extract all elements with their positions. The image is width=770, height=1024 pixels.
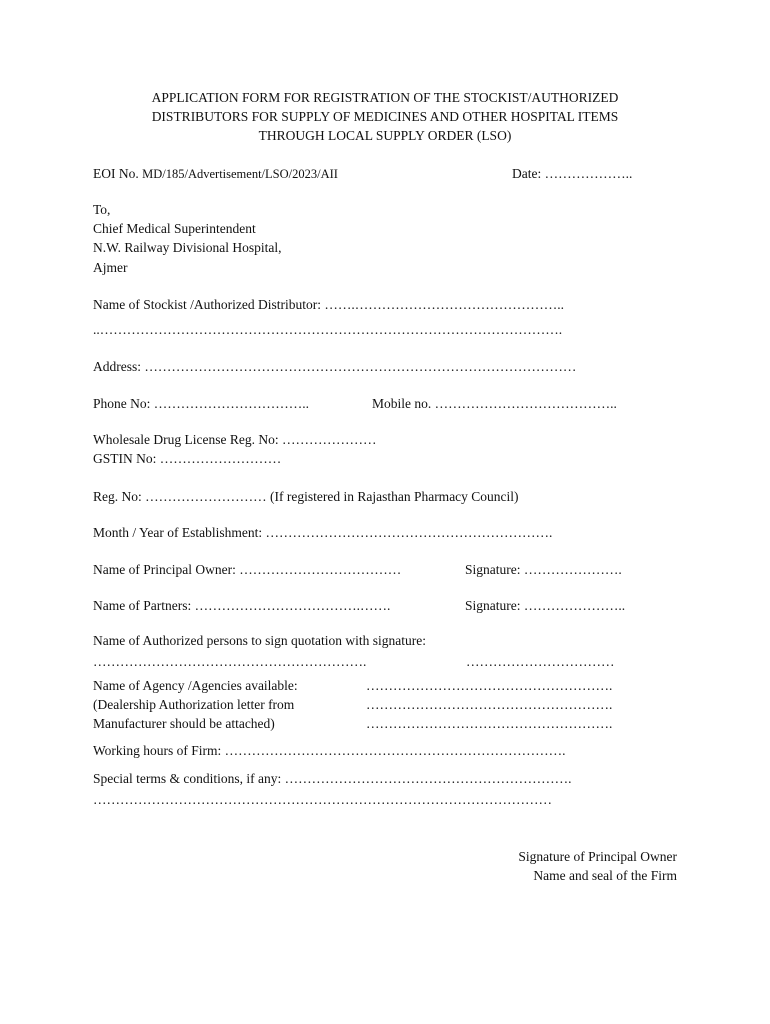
agency-line-1: ………………………………………………. bbox=[366, 678, 613, 693]
recipient-city: Ajmer bbox=[93, 260, 128, 275]
title-line-3: THROUGH LOCAL SUPPLY ORDER (LSO) bbox=[258, 128, 512, 143]
firm-name-and-seal: Name and seal of the Firm bbox=[533, 868, 677, 883]
recipient-hospital: N.W. Railway Divisional Hospital, bbox=[93, 240, 282, 255]
working-hours-field: Working hours of Firm: …………………………………………………………………. bbox=[93, 743, 566, 758]
agency-label-3: Manufacturer should be attached) bbox=[93, 716, 275, 731]
special-terms-continuation: ………………………………………………………………………………………… bbox=[93, 792, 552, 807]
principal-owner-field: Name of Principal Owner: ……………………………… bbox=[93, 562, 402, 577]
establishment-field: Month / Year of Establishment: ………………………………………………………. bbox=[93, 525, 553, 540]
title-line-2: DISTRIBUTORS FOR SUPPLY OF MEDICINES AND OTHER HOSPITAL ITEMS bbox=[151, 109, 619, 124]
title-line-1: APPLICATION FORM FOR REGISTRATION OF THE STOCKIST/AUTHORIZED bbox=[151, 90, 619, 105]
agency-label-1: Name of Agency /Agencies available: bbox=[93, 678, 298, 693]
reg-no-field: Reg. No: ……………………… (If registered in Rajasthan Pharmacy Council) bbox=[93, 489, 519, 504]
authorized-persons-name-line: ……………………………………………………. bbox=[93, 654, 367, 669]
eoi-number bbox=[93, 166, 338, 182]
date-field: Date: ……………….. bbox=[512, 166, 633, 181]
authorized-persons-label: Name of Authorized persons to sign quotation with signature: bbox=[93, 633, 426, 648]
agency-label-2: (Dealership Authorization letter from bbox=[93, 697, 295, 712]
special-terms-field: Special terms & conditions, if any: ………………………………………………………. bbox=[93, 771, 572, 786]
phone-field: Phone No: …………………………….. bbox=[93, 396, 309, 411]
agency-line-2: ………………………………………………. bbox=[366, 697, 613, 712]
eoi-label: EOI No. bbox=[93, 166, 139, 181]
authorized-persons-signature-line: …………………………… bbox=[466, 654, 615, 669]
gstin-field: GSTIN No: ……………………… bbox=[93, 451, 282, 466]
signature-principal-owner: Signature of Principal Owner bbox=[518, 849, 677, 864]
recipient-title: Chief Medical Superintendent bbox=[93, 221, 256, 236]
form-title bbox=[60, 88, 710, 145]
mobile-field: Mobile no. ………………………………….. bbox=[372, 396, 617, 411]
stockist-name-field: Name of Stockist /Authorized Distributor: …….……………………………………….. bbox=[93, 297, 564, 312]
stockist-name-continuation: ..…………………………………………………………………………………………. bbox=[93, 322, 563, 337]
eoi-value: MD/185/Advertisement/LSO/2023/AII bbox=[142, 167, 338, 181]
agency-line-3: ………………………………………………. bbox=[366, 716, 613, 731]
partners-field: Name of Partners: ……………………………….……. bbox=[93, 598, 391, 613]
drug-license-field: Wholesale Drug License Reg. No: ………………… bbox=[93, 432, 377, 447]
address-field: Address: …………………………………………………………………………………… bbox=[93, 359, 577, 374]
salutation: To, bbox=[93, 202, 111, 217]
partners-signature: Signature: ………………….. bbox=[465, 598, 626, 613]
principal-owner-signature: Signature: …………………. bbox=[465, 562, 622, 577]
